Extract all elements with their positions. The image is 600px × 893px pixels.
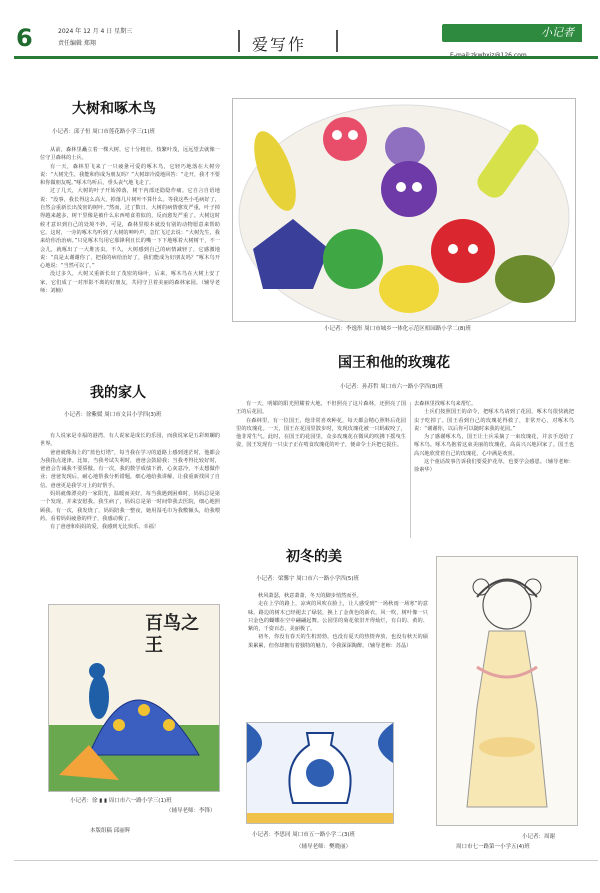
paragraph: 有了爸爸和妈妈的爱，我感到无比快乐、幸福！ bbox=[50, 524, 159, 531]
column-divider bbox=[410, 402, 411, 538]
responsible-editor: 责任编辑 郑翔 bbox=[58, 40, 96, 47]
artwork-vase bbox=[246, 722, 394, 824]
section-title: 爱写作 bbox=[252, 35, 307, 54]
article-title-tree-woodpecker: 大树和啄木鸟 bbox=[72, 101, 156, 117]
paragraph: 初冬，你没有春天的生机勃勃，也没有夏天的热情奔放，也没有秋天的硕果累累，但你却拥有着独特的魅力，令我深深陶醉。（辅导老师：苏晶） bbox=[248, 634, 428, 649]
issue-date: 2024 年 12 月 4 日 星期三 bbox=[58, 28, 133, 35]
article-title-early-winter: 初冬的美 bbox=[286, 549, 342, 565]
brand-banner: 小记者 bbox=[442, 24, 582, 42]
paragraph: 为了感谢啄木鸟，国王让士兵采摘了一束玫瑰花，并亲手送给了啄木鸟。啄木鸟抱着这束美丽的玫瑰花，高高兴兴地回家了。国王也高兴地欣赏着自己的玫瑰花，心中满是欢喜。 bbox=[414, 434, 574, 457]
section-divider-left bbox=[238, 30, 240, 52]
paragraph: 秋风萧瑟，秋意萧萧，冬天的脚步悄然而至。 bbox=[258, 593, 362, 599]
article-body-king-roses-right bbox=[414, 400, 574, 542]
paragraph: 过了几天，大树的叶子开始掉落，树干内部还隐隐作痛。它自言自语地说：“没事，我长得这么高大，掉落几片树叶不算什么。等我这些小毛病好了，自然会重新长出茂密的树叶。”然而，过了数日，大树的病情愈发严重，叶子掉得越来越多，树干里像是被什么东西啃食着似的，反而愈发严重了。大树这时候才意识到自己的处境不妙，可是，森林里根本就没有别的动物愿意来帮助它。这时，一旁的啄木鸟听到了大树的呻吟声，急忙飞过去说：“大树先生，我来给你治治病。”只见啄木鸟用它那锋利且长的嘴一下下地啄着大树树干，不一会儿，就啄出了一大堆害虫。不久，大树感到自己的病情减轻了，它感激地说：“真是太谢谢你了，把我的病给治好了，我们能成为好朋友吗？”啄木鸟开心地说：“当然可以了。” bbox=[40, 188, 220, 270]
paragraph: 士兵们按照国王的命令，把啄木鸟请到了花园，啄木鸟很快就把虫子吃掉了。国王看到自己的玫瑰花得救了，非常开心，对啄木鸟说：“谢谢你，以后你可以随时来我的花园。” bbox=[414, 409, 574, 432]
vase-drawing bbox=[247, 723, 393, 823]
header-rule bbox=[14, 56, 598, 59]
artwork-girl-in-hanfu bbox=[436, 556, 578, 826]
paragraph: 走在上学的路上，凉爽的风吹在脸上，让人感受到“一场秋雨一场寒”的意味。路边的树木已经褪去了绿装，换上了金黄色的新衣，风一吹，树叶像一只只金色的蝴蝶在空中翩翩起舞。公园里的菊花依旧开得灿烂，有白的、黄的、紫的，千姿百态，美丽极了。 bbox=[248, 601, 428, 633]
paragraph: 没过多久，大树又重新长出了茂密的绿叶，后来，啄木鸟在大树上安了家，它们成了一对形影不离的好朋友，共同守卫着美丽的森林家园。（辅导老师：刘楠） bbox=[40, 271, 220, 295]
article-byline-my-family: 小记者：徐紫媛 周口市文昌小学四(3)班 bbox=[64, 412, 162, 418]
article-body-king-roses-left bbox=[236, 400, 406, 542]
artwork-title-text: 百鸟之王 bbox=[145, 613, 199, 656]
paragraph: 有人说家是幸福的港湾，有人说家是成长的乐园，而我说家是五彩斑斓的世界。 bbox=[40, 433, 220, 448]
girl-drawing bbox=[437, 557, 577, 825]
article-byline-early-winter: 小记者：梁馨宇 周口市六一路小学四(5)班 bbox=[256, 576, 360, 582]
page-number: 6 bbox=[16, 24, 33, 52]
article-body-early-winter bbox=[248, 592, 428, 714]
paragraph: 妈妈就像漂亮的一家阳光，温暖而美好。每当我遇到困难时，妈妈总是第一个发现，并来安慰我。我生病了，妈妈总是第一时间带我去医院，细心地照顾我。有一次，我发烧了，妈妈陪我一整夜，她用湿毛巾为我敷额头，给我喂药。看着妈妈疲惫的样子，我感动极了。 bbox=[40, 491, 220, 522]
artwork-fruit-monsters bbox=[232, 98, 576, 322]
layout-credit: 本版组稿 邱丽辉 bbox=[90, 828, 131, 834]
caption-girl: 小记者：周谢 bbox=[522, 834, 556, 840]
fruit-drawing bbox=[233, 99, 575, 321]
paragraph: 有一天，明媚的阳光照耀着大地，不但照亮了这片森林，还照亮了国王的后花园。 bbox=[236, 401, 406, 416]
caption-girl-school: 周口市七一路第一小学五(4)班 bbox=[456, 844, 530, 850]
paragraph: 去森林里找啄木鸟来帮忙。 bbox=[414, 401, 477, 407]
article-byline-tree-woodpecker: 小记者：邱子恒 周口市莲花路小学三(1)班 bbox=[52, 129, 156, 135]
paragraph: 有一天，森林里飞来了一只疲惫可爱的啄木鸟，它轻巧地落在大树旁说：“大树先生，我能和你成为朋友吗？”大树却冷漠地回答：“走开，我才不要和你做朋友呢。”啄木鸟听后，垂头丧气地飞走了。 bbox=[40, 163, 220, 187]
article-body-my-family bbox=[40, 432, 220, 594]
caption-bird: 小记者：徐 ▮ ▮ 周口市六一路小学三(1)班 bbox=[70, 798, 172, 804]
article-title-king-roses: 国王和他的玫瑰花 bbox=[338, 355, 450, 371]
caption-vase-teacher: （辅导老师：樊晓丽） bbox=[296, 844, 352, 850]
paragraph: 这个童话故事告诉我们要爱护花草，也要学会感恩。（辅导老师：徐素华） bbox=[414, 459, 574, 474]
paragraph: 从前，森林里矗立着一棵大树，它十分粗壮，枝繁叶茂，远远望去就像一位守卫森林的士兵。 bbox=[40, 147, 220, 162]
artwork-king-of-birds bbox=[48, 604, 220, 792]
caption-bird-teacher: （辅导老师：李锋） bbox=[166, 808, 216, 814]
article-byline-king-roses: 小记者：孙苏哲 周口市六一路小学四(8)班 bbox=[340, 384, 444, 390]
caption-vase: 小记者：李思同 周口市五一路小学二(3)班 bbox=[252, 832, 356, 838]
article-body-tree-woodpecker bbox=[40, 146, 220, 366]
paragraph: 爸爸就像海上的“蓝色灯塔”，每当我在学习的道路上感到迷茫时，他都会为我指点迷津。比如，当我考试失利时，爸爸会鼓励我；当我考得比较好时，爸爸会告诫我不要骄傲。有一次，我的数学成绩下滑，心灰意冷，不太想做作业；爸爸发现后，耐心地帮我分析错题，细心地给我讲解，让我重新找回了自信。爸爸更是我学习上的好帮手。 bbox=[40, 449, 220, 489]
paragraph: 在森林里，有一位国王，他非常喜欢种花，每天都会精心照料后花园里的玫瑰花。一天，国王在花园里散步时，发现玫瑰花被一只蚂蚁咬了，他非常生气。此时，在国王的花园里，众多玫瑰花在微风的吹拂下摇曳生姿，国王发现有一只虫子正在啃食玫瑰花的叶子，便命令士兵把它捉住。 bbox=[236, 417, 406, 449]
article-title-my-family: 我的家人 bbox=[90, 385, 146, 401]
section-divider-right bbox=[336, 30, 338, 52]
footer-rule bbox=[14, 860, 598, 861]
caption-fruit: 小记者：李逸彤 周口市城乡一体化示范区梧园路小学二(8)班 bbox=[324, 326, 472, 332]
